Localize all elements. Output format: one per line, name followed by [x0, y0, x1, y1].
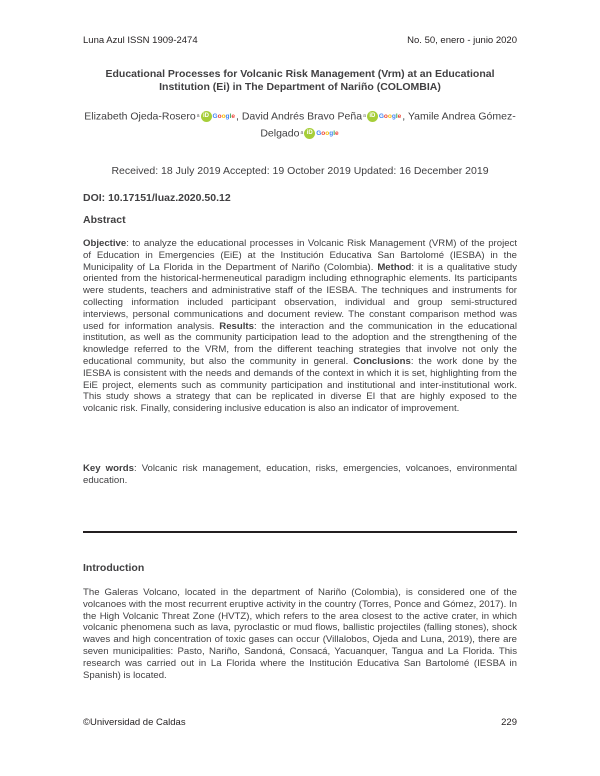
- google-scholar-icon[interactable]: Google: [378, 113, 402, 120]
- copyright: ©Universidad de Caldas: [83, 717, 186, 728]
- author-list: Elizabeth Ojeda-Rosero a iD Google , David Andrés Bravo Peña a iD Google , Yamile Andrea Gómez-Delgado a iD Google: [83, 108, 517, 143]
- keywords-label: Key words: [83, 463, 134, 474]
- method-label: Method: [377, 261, 412, 273]
- author-profile-links[interactable]: a iD Google: [363, 108, 401, 125]
- author-profile-links[interactable]: a iD Google: [197, 108, 235, 125]
- conclusions-label: Conclusions: [353, 355, 411, 367]
- issue-header: No. 50, enero - junio 2020: [407, 35, 517, 46]
- google-scholar-icon[interactable]: Google: [316, 130, 339, 138]
- results-label: Results: [219, 320, 254, 332]
- publication-dates: Received: 18 July 2019 Accepted: 19 October 2019 Updated: 16 December 2019: [111, 165, 489, 177]
- keywords: Key words: Volcanic risk management, education, risks, emergencies, volcanoes, environmental education.: [83, 463, 517, 486]
- author-profile-links[interactable]: a iD Google: [300, 125, 338, 142]
- orcid-icon[interactable]: iD: [367, 111, 378, 122]
- abstract-heading: Abstract: [83, 214, 126, 226]
- page-number: 229: [501, 717, 517, 728]
- google-scholar-icon[interactable]: Google: [212, 113, 235, 120]
- journal-header: Luna Azul ISSN 1909-2474: [83, 35, 198, 46]
- introduction-heading: Introduction: [83, 562, 145, 574]
- author-name: Elizabeth Ojeda-Rosero: [84, 110, 196, 123]
- section-divider: [83, 531, 517, 533]
- orcid-icon[interactable]: iD: [304, 128, 315, 139]
- objective-label: Objective: [83, 238, 127, 249]
- doi[interactable]: DOI: 10.17151/luaz.2020.50.12: [83, 192, 231, 204]
- orcid-icon[interactable]: iD: [201, 111, 212, 122]
- abstract-body: Objective: to analyze the educational processes in Volcanic Risk Management (VRM) of the project of Education in Emergencies (EiE) at the Institución Educativa San Bartolomé (IESBA) in the Municipality of La Florida in the Department of Nariño (Colombia). Method: it is a qualitative study oriented from the historical-hermeneutical paradigm including ethnographic elements. Its participants were students, teachers and administrative staff of the IESBA. The techniques and instruments for collecting information included participant observation, individual and group semi-structured interviews, personal communications and document review. The constant comparison method was used for information analysis. Results: the interaction and the communication in the educational institution, as well as the community participation lead to the adoption and the strengthening of the knowledge referred to the VRM, from the different teaching strategies that involve not only the educational community, but also the community in general. Conclusions: the work done by the IESBA is consistent with the needs and demands of the context in which it is set, highlighting from the EiE project, elements such as community participation and institutional and inter-institutional work. This study shows a strategy that can be replicated in diverse EI that are highly exposed to the volcanic risk. Finally, considering inclusive education is also an indicator of improvement.: [83, 238, 517, 415]
- paper-title: Educational Processes for Volcanic Risk Management (Vrm) at an Educational Institution (Ei) in The Department of Nariño (COLOMBIA): [105, 68, 495, 93]
- author-name: Yamile Andrea Gómez-Delgado: [260, 110, 516, 140]
- author-name: David Andrés Bravo Peña: [241, 110, 363, 123]
- introduction-body: The Galeras Volcano, located in the department of Nariño (Colombia), is considered one of the volcanoes with the most recurrent eruptive activity in the country (Torres, Ponce and Gómez, 2017). In the High Volcanic Threat Zone (HVTZ), which refers to the area closest to the active crater, in which volcanic phenomena such as lava, pyroclastic or mud flows, ballistic projectiles (falling stones), shock waves and high concentration of toxic gases can occur (Villalobos, Ojeda and Luna, 2019), there are seven municipalities: Pasto, Nariño, Sandoná, Consacá, Yacuanquer, Tangua and La Florida. This research was carried out in La Florida where the Institución Educativa San Bartolomé (IESBA in Spanish) is located.: [83, 587, 517, 681]
